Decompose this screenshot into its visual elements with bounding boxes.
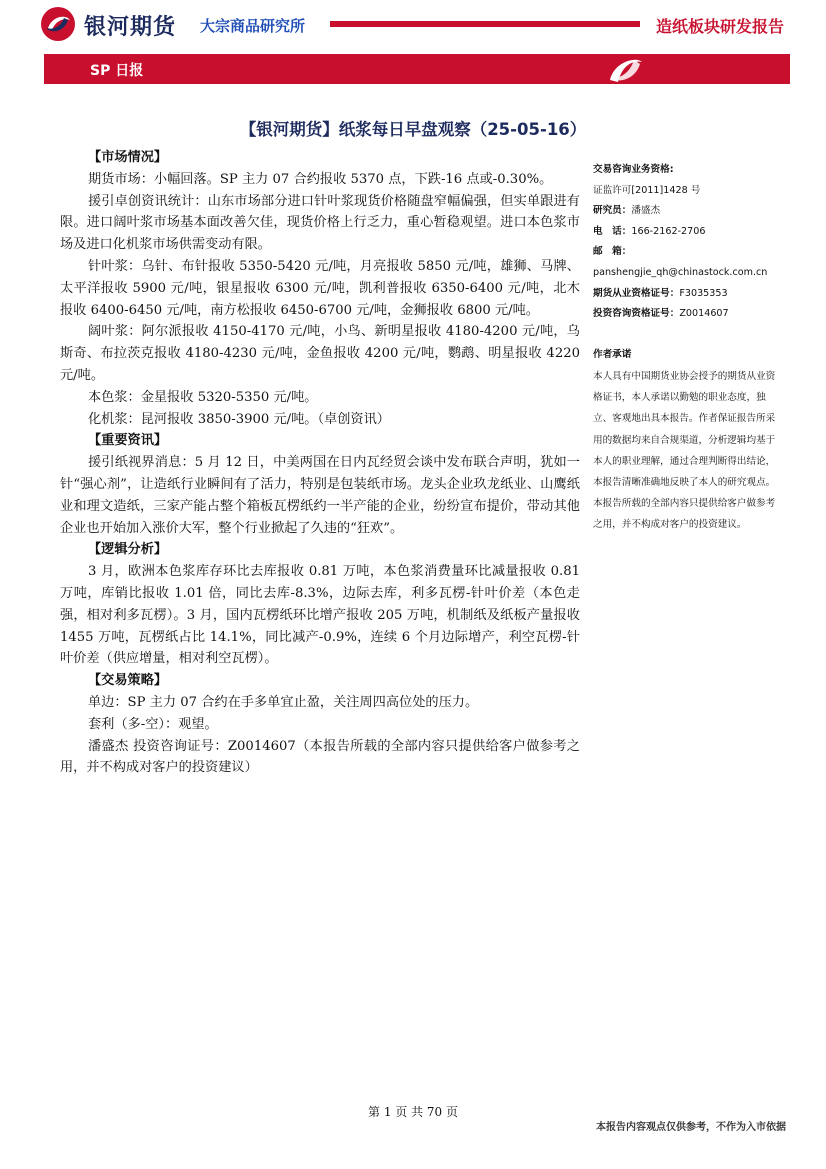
license-number: 证监许可[2011]1428 号 (593, 184, 701, 196)
header-rule (330, 21, 640, 27)
analyst-label: 研究员： (593, 205, 632, 217)
invest-cert-row (593, 304, 783, 325)
analyst-sidebar (593, 160, 783, 536)
paragraph-futures: 期货市场：小幅回落。SP 主力 07 合约报收 5370 点，下跌-16 点或-0.30%。 (88, 171, 553, 187)
invest-cert-number: Z0014607 (679, 308, 729, 320)
paragraph-ctmp: 化机浆：昆河报收 3850-3900 元/吨。（卓创资讯） (88, 411, 390, 427)
paragraph-arbitrage: 套利（多-空）：观望。 (88, 716, 218, 732)
email-address: panshengjie_qh@chinastock.com.cn (593, 266, 768, 278)
report-type: 造纸板块研发报告 (655, 17, 784, 36)
brand-name: 银河期货 (84, 15, 177, 40)
analyst-row (593, 201, 783, 222)
futures-cert-label: 期货从业资格证号： (593, 287, 680, 299)
paragraph-hardwood: 阔叶浆：阿尔派报收 4150-4170 元/吨，小鸟、新明星报收 4180-4200 元/吨，乌斯奇、布拉茨克报收 4180-4230 元/吨，金鱼报收 4200 元/吨，鹦鹉、明星报收 4220 元/吨。 (60, 324, 580, 383)
footer-disclaimer: 本报告内容观点仅供参考，不作为入市依据 (596, 1122, 786, 1133)
institute-name: 大宗商品研究所 (200, 17, 306, 35)
invest-cert-label: 投资咨询资格证号： (593, 308, 680, 320)
section-heading-logic: 【逻辑分析】 (88, 542, 168, 558)
paragraph-news: 援引纸视界消息：5 月 12 日，中美两国在日内瓦经贸会谈中发布联合声明，犹如一针“强心剂”，让造纸行业瞬间有了活力，特别是包装纸市场。龙头企业玖龙纸业、山鹰纸业和理文造纸，三家产能占整个箱板瓦楞纸约一半产能的企业，纷纷宣布提价，带动其他企业也开始加入涨价大军，整个行业掀起了久违的“狂欢”。 (60, 455, 580, 536)
section-heading-news: 【重要资讯】 (88, 433, 168, 449)
paragraph-softwood: 针叶浆：乌针、布针报收 5350-5420 元/吨，月亮报收 5850 元/吨，雄狮、马牌、太平洋报收 5900 元/吨，银星报收 6300 元/吨，凯利普报收 6350-6400 元/吨，北木报收 6400-6450 元/吨，南方松报收 6450-6700 元/吨，金狮报收 6800 元/吨。 (60, 258, 580, 318)
paragraph-spot-summary: 援引卓创资讯统计：山东市场部分进口针叶浆现货价格随盘窄幅偏强，但实单跟进有限。进口阔叶浆市场基本面改善欠佳，现货价格上行乏力，重心暂稳观望。进口本色浆市场及进口化机浆市场供需变动有限。 (60, 193, 580, 253)
section-heading-strategy: 【交易策略】 (88, 673, 168, 689)
pledge-title: 作者承诺 (593, 349, 632, 361)
phone-label: 电 话： (593, 225, 632, 237)
paragraph-unbleached: 本色浆：金星报收 5320-5350 元/吨。 (88, 389, 318, 405)
futures-cert-number: F3035353 (679, 287, 728, 299)
phone-row (593, 222, 783, 243)
paragraph-author-note: 潘盛杰 投资咨询证号：Z0014607（本报告所载的全部内容只提供给客户做参考之用，并不构成对客户的投资建议） (60, 738, 580, 776)
analyst-name: 潘盛杰 (631, 205, 661, 217)
galaxy-logo-icon (40, 6, 76, 42)
qualification-title: 交易咨询业务资格: (593, 164, 674, 175)
swirl-icon (592, 54, 652, 84)
document-title: 【银河期货】纸浆每日早盘观察（25-05-16） (239, 120, 587, 139)
paragraph-logic: 3 月，欧洲本色浆库存环比去库报收 0.81 万吨，本色浆消费量环比减量报收 0.81 万吨，库销比报收 1.01 倍，同比去库-8.3%，边际去库，利多瓦楞-针叶价差（本色走强，相对利多瓦楞）。3 月，国内瓦楞纸环比增产报收 205 万吨，机制纸及纸板产量报收 1455 万吨，瓦楞纸占比 14.1%，同比减产-0.9%，连续 6 个月边际增产，利空瓦楞-针叶价差（供应增量，相对利空瓦楞）。 (60, 564, 580, 667)
report-header (0, 0, 826, 50)
page-number: 第 1 页 共 70 页 (368, 1105, 458, 1119)
phone-number: 166-2162-2706 (631, 225, 706, 237)
paragraph-single-side: 单边：SP 主力 07 合约在手多单宜止盈，关注周四高位处的压力。 (88, 694, 479, 710)
pledge-text: 本人具有中国期货业协会授予的期货从业资格证书，本人承诺以勤勉的职业态度，独立、客观地出具本报告。作者保证报告所采用的数据均来自合规渠道，分析逻辑均基于本人的职业理解，通过合理判断得出结论，本报告清晰准确地反映了本人的研究观点。本报告所载的全部内容只提供给客户做参考之用，并不构成对客户的投资建议。 (593, 370, 776, 531)
band-label: SP 日报 (90, 63, 144, 79)
report-band (44, 54, 790, 84)
email-label: 邮 箱： (593, 246, 632, 258)
section-heading-market: 【市场情况】 (88, 150, 168, 165)
spacer (593, 325, 783, 346)
futures-cert-row (593, 284, 783, 305)
report-body (60, 147, 580, 779)
